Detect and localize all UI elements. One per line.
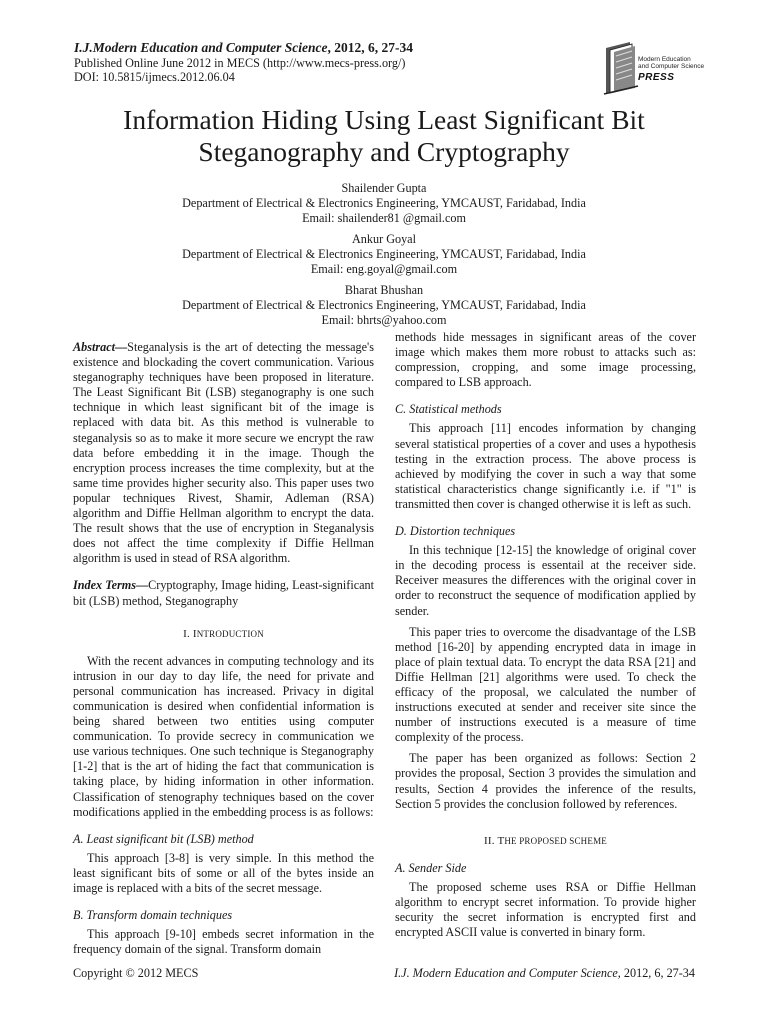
journal-details: , 2012, 6, 27-34 xyxy=(327,40,414,55)
footer-copyright: Copyright © 2012 MECS xyxy=(73,966,199,980)
author-name: Ankur Goyal xyxy=(352,232,416,246)
logo-press: PRESS xyxy=(638,72,675,83)
author-affiliation: Department of Electrical & Electronics Engineering, YMCAUST, Faridabad, India xyxy=(182,247,586,261)
book-logo-icon xyxy=(602,38,642,96)
author-block xyxy=(60,181,708,226)
paragraph: The paper has been organized as follows: Section 2 provides the proposal, Section 3 provides the simulation and results, Section 4 provides the inference of the results, Section 5 provides the conclusion followed by references. xyxy=(395,751,696,811)
index-terms-text: Cryptography, Image hiding, Least-significant bit (LSB) method, Steganography xyxy=(73,578,374,608)
section-heading-introduction: I. INTRODUCTION xyxy=(183,627,264,640)
paragraph: This approach [9-10] embeds secret information in the frequency domain of the signal. Transform domain xyxy=(73,927,374,957)
abstract xyxy=(73,340,374,566)
author-block xyxy=(60,283,708,328)
subsection-heading: A. Sender Side xyxy=(395,860,467,875)
paragraph: The proposed scheme uses RSA or Diffie Hellman algorithm to encrypt secret information. To provide higher security the secret information is encrypted first and encrypted ASCII value is converted in binary form. xyxy=(395,879,696,940)
paragraph: This approach [11] encodes information by changing several statistical properties of a cover and uses a hypothesis testing in the extraction process. The above process is achieved by modifying the cover in such a way that some statistical characteristics change significantly i.e. if "1" is transmitted then cover is changed otherwise it is left as such. xyxy=(395,421,696,511)
footer-journal-details: 2012, 6, 27-34 xyxy=(620,966,695,980)
paragraph: This approach [3-8] is very simple. In this method the least significant bits of some or all of the bytes inside an image is replaced with a bits of the secret message. xyxy=(73,850,374,895)
mecs-press-logo xyxy=(602,38,706,96)
abstract-label: Abstract— xyxy=(73,340,128,354)
right-column xyxy=(395,330,696,946)
left-column xyxy=(73,340,374,963)
abstract-text: Steganalysis is the art of detecting the message's existence and blockading the covert communication. Various steganography techniques have been proposed in literature. The Least Significant Bit (LSB) steganography is one such technique in which least significant bit of the image is replaced with data bit. As this method is vulnerable to steganalysis so as to make it more secure we encrypt the raw data before embedding it in the image. Though the encryption process increases the time complexity, but at the same time provides higher security also. This paper uses two popular techniques Rivest, Shamir, Adleman (RSA) algorithm and Diffie Hellman algorithm to encrypt the data. The result shows that the use of encryption in Steganalysis does not affect the time complexity if Diffie Hellman algorithm is used in stead of RSA algorithm. xyxy=(73,340,374,566)
paragraph: This paper tries to overcome the disadvantage of the LSB method [16-20] by appending encrypted data in image in place of plain textual data. To encrypt the data RSA [21] and Diffie Hellman [21] algorithms were used. To check the efficacy of the proposal, we calculated the number of instructions executed at sender and receiver site since the number of instructions executed is a measure of time complexity of the process. xyxy=(395,624,696,745)
journal-header xyxy=(74,40,614,84)
author-block xyxy=(60,232,708,277)
paragraph: With the recent advances in computing technology and its intrusion in our day to day life, the need for private and personal communication has increased. Privacy in digital communication is desired when confidential information is being shared between two entities using computer communication. To provide secrecy in communication we use various techniques. One such technique is Steganography [1-2] that is the art of hiding the fact that communication is taking place, by hiding information in other information. Classification of stenography techniques based on the cover modifications applied in the embedding process is as follows: xyxy=(73,653,374,819)
index-terms xyxy=(73,578,374,608)
publication-info: Published Online June 2012 in MECS (http://www.mecs-press.org/) xyxy=(74,56,406,70)
author-email: Email: shailender81 @gmail.com xyxy=(302,211,466,225)
subsection-heading: B. Transform domain techniques xyxy=(73,908,233,923)
subsection-heading: C. Statistical methods xyxy=(395,402,502,417)
author-email: Email: eng.goyal@gmail.com xyxy=(310,262,458,276)
author-affiliation: Department of Electrical & Electronics Engineering, YMCAUST, Faridabad, India xyxy=(182,196,586,210)
doi: DOI: 10.5815/ijmecs.2012.06.04 xyxy=(74,70,235,84)
section-heading-proposed-scheme: II. THE PROPOSED SCHEME xyxy=(484,834,607,847)
author-affiliation: Department of Electrical & Electronics Engineering, YMCAUST, Faridabad, India xyxy=(182,298,586,312)
paragraph: In this technique [12-15] the knowledge of original cover in the decoding process is essentail at the receiver side. Receiver measures the differences with the original cover in order to reconstruct the sequence of modification applied by sender. xyxy=(395,543,696,618)
paper-title: Information Hiding Using Least Significant Bit Steganography and Cryptography xyxy=(123,104,645,167)
subsection-heading: D. Distortion techniques xyxy=(395,524,516,539)
index-terms-label: Index Terms— xyxy=(73,578,149,593)
journal-citation xyxy=(74,40,614,56)
journal-name: I.J.Modern Education and Computer Science xyxy=(74,40,328,55)
footer-journal xyxy=(372,966,695,981)
subsection-heading: A. Least significant bit (LSB) method xyxy=(73,831,254,846)
logo-text: Modern Education and Computer Science xyxy=(638,56,705,70)
paragraph: methods hide messages in significant areas of the cover image which makes them more robust to attacks such as: compression, cropping, and some image processing, compared to LSB approach. xyxy=(395,330,696,390)
author-name: Shailender Gupta xyxy=(341,181,427,195)
author-name: Bharat Bhushan xyxy=(344,283,424,297)
author-email: Email: bhrts@yahoo.com xyxy=(321,313,447,327)
footer-journal-name: I.J. Modern Education and Computer Science, xyxy=(394,966,621,980)
author-list xyxy=(60,181,708,334)
